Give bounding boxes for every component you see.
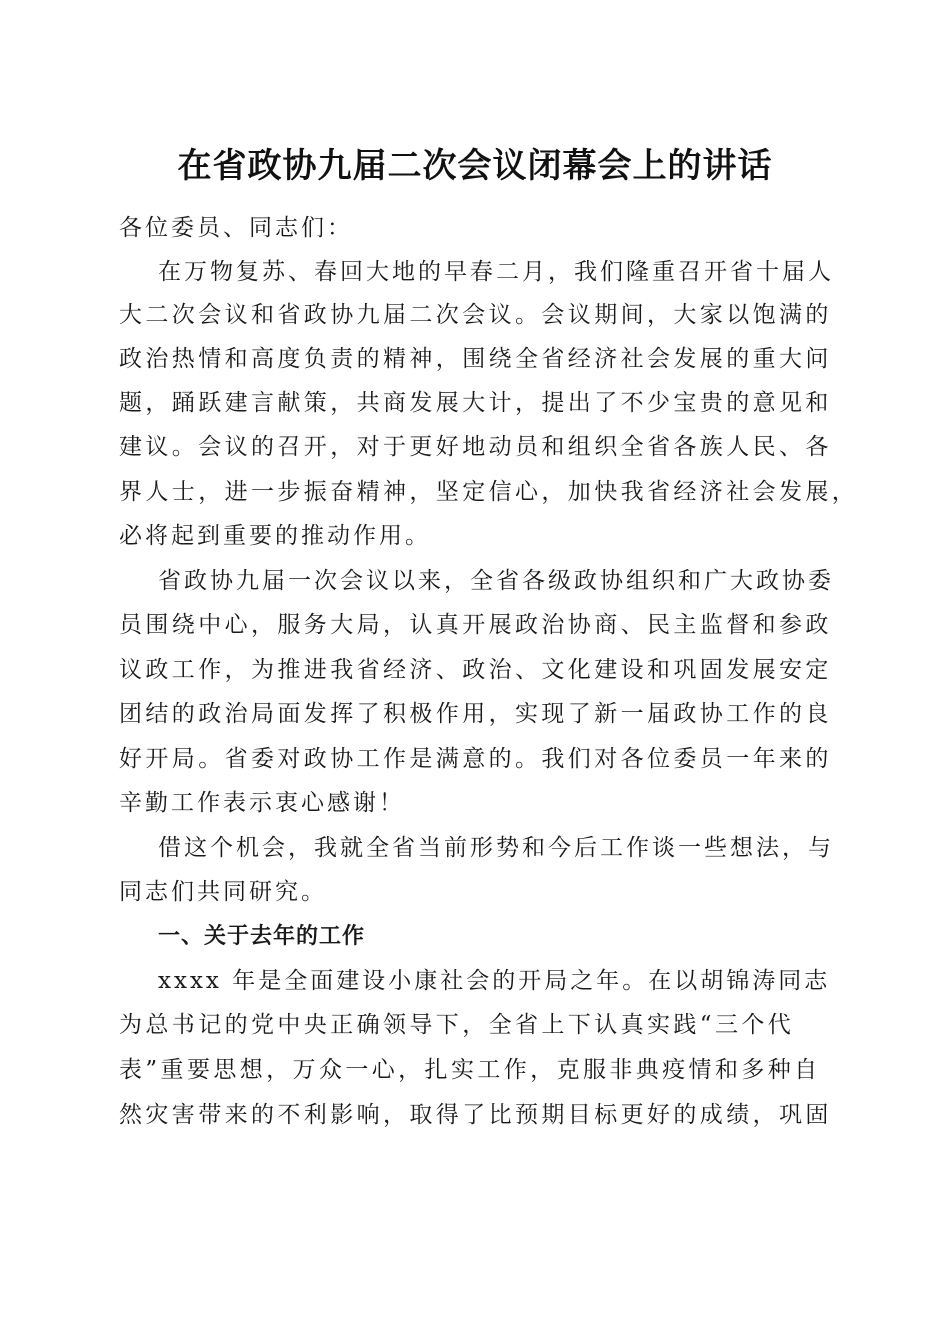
paragraph-line: 表”重要思想，万众一心，扎实工作，克服非典疫情和多种自: [119, 1057, 821, 1083]
document-title: 在省政协九届二次会议闭幕会上的讲话: [177, 146, 773, 186]
paragraph-line: xxxx 年是全面建设小康社会的开局之年。在以胡锦涛同志: [158, 968, 831, 994]
salutation: 各位委员、同志们：: [119, 215, 353, 241]
paragraph-line: 议政工作，为推进我省经济、政治、文化建设和巩固发展安定: [119, 657, 832, 683]
paragraph-line: 省政协九届一次会议以来，全省各级政协组织和广大政协委: [158, 568, 834, 594]
paragraph-line: 在万物复苏、春回大地的早春二月，我们隆重召开省十届人: [158, 259, 834, 285]
paragraph-line: 大二次会议和省政协九届二次会议。会议期间，大家以饱满的: [119, 302, 832, 328]
paragraph-line: 为总书记的党中央正确领导下，全省上下认真实践“三个代: [119, 1012, 795, 1038]
paragraph-line: 必将起到重要的推动作用。: [119, 523, 431, 549]
paragraph-line: 政治热情和高度负责的精神，围绕全省经济社会发展的重大问: [119, 346, 832, 372]
paragraph-line: 然灾害带来的不利影响，取得了比预期目标更好的成绩，巩固: [119, 1102, 832, 1128]
paragraph-line: 好开局。省委对政协工作是满意的。我们对各位委员一年来的: [119, 746, 832, 772]
paragraph-line: 员围绕中心，服务大局，认真开展政治协商、民主监督和参政: [119, 612, 832, 638]
paragraph-line: 团结的政治局面发挥了积极作用，实现了新一届政协工作的良: [119, 701, 832, 727]
section-heading: 一、关于去年的工作: [158, 924, 366, 949]
paragraph-line: 题，踊跃建言献策，共商发展大计，提出了不少宝贵的意见和: [119, 390, 832, 416]
paragraph-line: 辛勤工作表示衷心感谢！: [119, 790, 405, 816]
paragraph-line: 建议。会议的召开，对于更好地动员和组织全省各族人民、各: [119, 434, 832, 460]
paragraph-line: 界人士，进一步振奋精神，坚定信心，加快我省经济社会发展，: [119, 479, 859, 505]
paragraph-line: 借这个机会，我就全省当前形势和今后工作谈一些想法，与: [158, 835, 834, 861]
paragraph-line: 同志们共同研究。: [119, 879, 327, 905]
